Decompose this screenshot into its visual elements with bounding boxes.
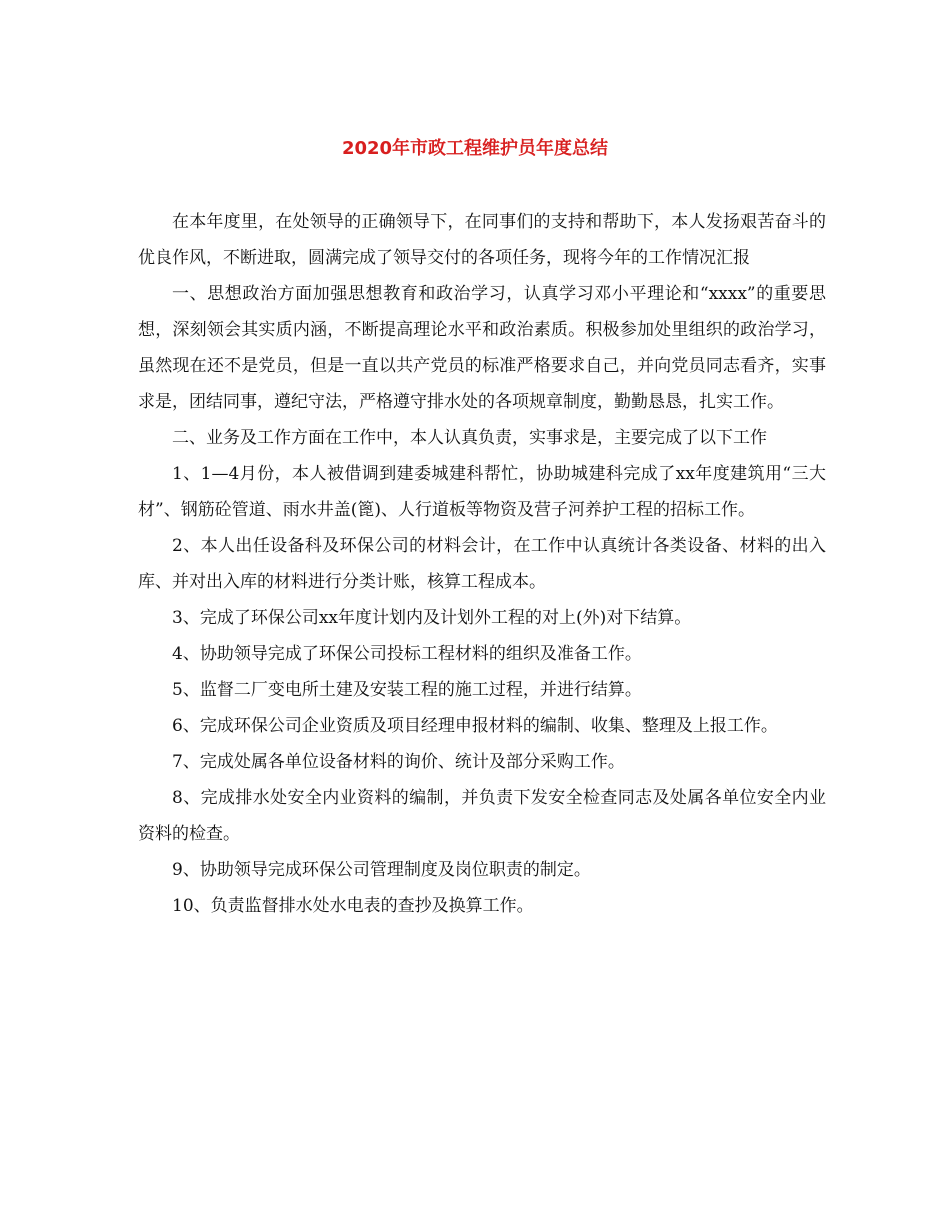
paragraph: 4、协助领导完成了环保公司投标工程材料的组织及准备工作。 [172,644,642,664]
paragraph: 2、本人出任设备科及环保公司的材料会计，在工作中认真统计各类设备、材料的出入库、并对出入库的材料进行分类计账，核算工程成本。 [138,536,826,592]
paragraph: 9、协助领导完成环保公司管理制度及岗位职责的制定。 [172,860,591,880]
paragraph: 一、思想政治方面加强思想教育和政治学习，认真学习邓小平理论和“xxxx”的重要思想，深刻领会其实质内涵，不断提高理论水平和政治素质。积极参加处里组织的政治学习，虽然现在还不是党员，但是一直以共产党员的标准严格要求自己，并向党员同志看齐，实事求是，团结同事，遵纪守法，严格遵守排水处的各项规章制度，勤勤恳恳，扎实工作。 [138,284,826,412]
paragraph: 5、监督二厂变电所土建及安装工程的施工过程，并进行结算。 [172,680,642,700]
paragraph: 10、负责监督排水处水电表的查抄及换算工作。 [172,896,534,916]
document-title: 2020年市政工程维护员年度总结 [341,138,609,159]
paragraph: 6、完成环保公司企业资质及项目经理申报材料的编制、收集、整理及上报工作。 [172,716,778,736]
paragraph: 二、业务及工作方面在工作中，本人认真负责，实事求是，主要完成了以下工作 [172,428,767,448]
paragraph: 1、1—4月份，本人被借调到建委城建科帮忙，协助城建科完成了xx年度建筑用“三大材”、钢筋砼管道、雨水井盖(篦)、人行道板等物资及营子河养护工程的招标工作。 [138,464,826,520]
paragraph: 3、完成了环保公司xx年度计划内及计划外工程的对上(外)对下结算。 [172,608,692,628]
paragraph: 在本年度里，在处领导的正确领导下，在同事们的支持和帮助下，本人发扬艰苦奋斗的优良作风，不断进取，圆满完成了领导交付的各项任务，现将今年的工作情况汇报 [138,212,826,268]
paragraph: 7、完成处属各单位设备材料的询价、统计及部分采购工作。 [172,752,625,772]
document-body [138,204,826,924]
paragraph: 8、完成排水处安全内业资料的编制，并负责下发安全检查同志及处属各单位安全内业资料的检查。 [138,788,826,844]
